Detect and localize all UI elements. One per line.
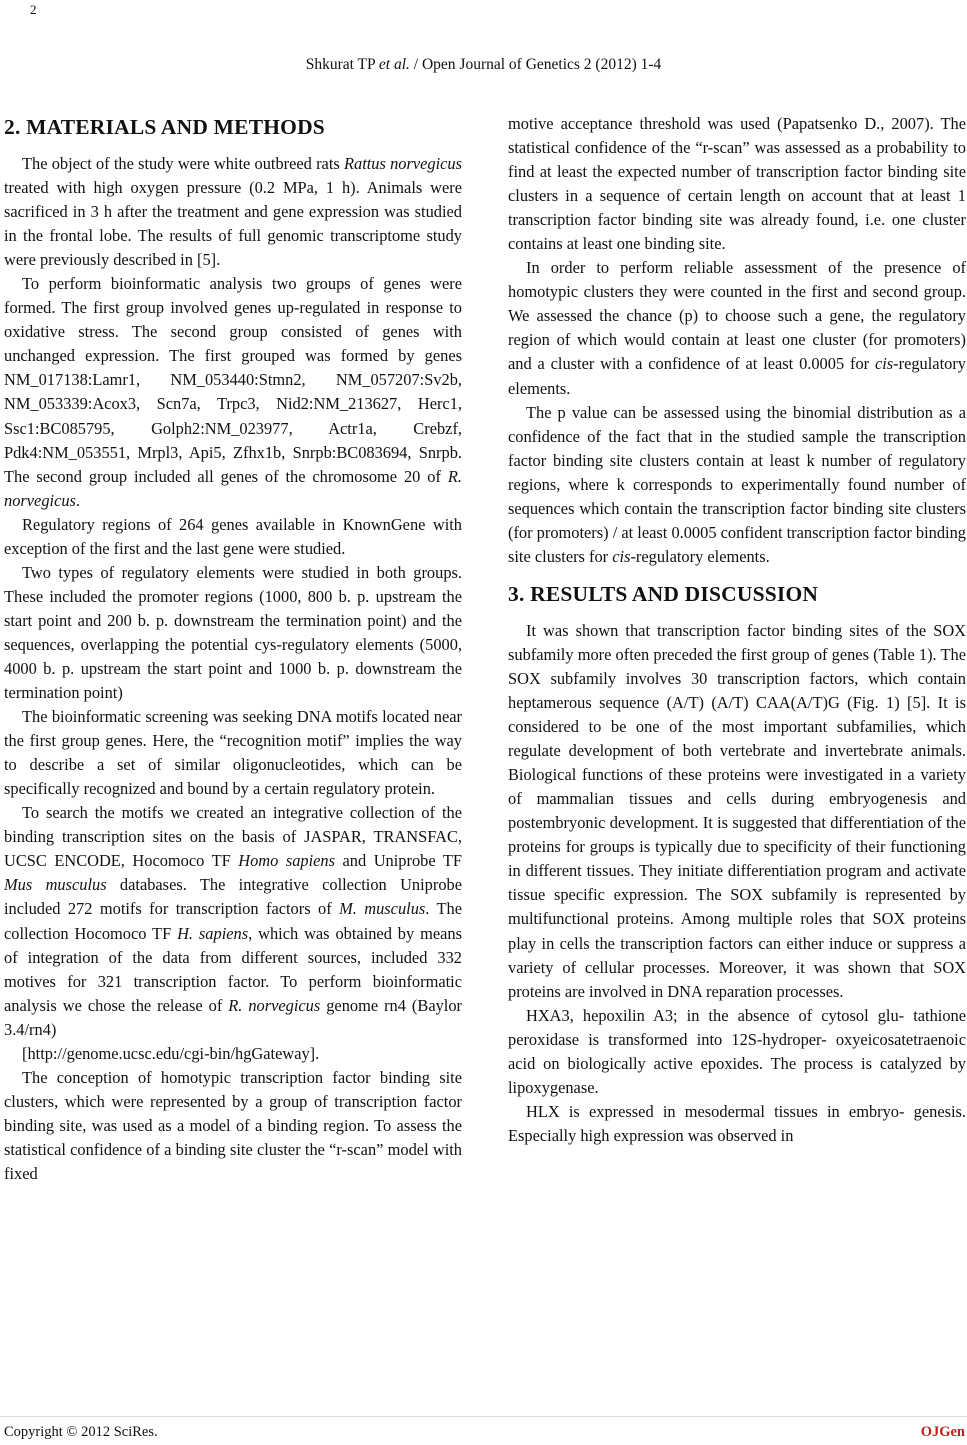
text-run: The object of the study were white outbreed rats bbox=[22, 154, 344, 173]
section-heading-methods: 2. MATERIALS AND METHODS bbox=[4, 115, 325, 139]
text-run: To perform bioinformatic analysis two groups of genes were formed. The first group involved genes up-regulated in response to oxidative stress. The second group consisted of genes with unchanged expression. The first grouped was formed by genes NM_017138:Lamr1, NM_053440:Stmn2, NM_057207:Sv2b, NM_053339:Acox3, Scn7a, Trpc3, Nid2:NM_213627, Herc1, Ssc1:BC085795, Golph2:NM_023977, Actr1a, Crebzf, Pdk4:NM_053551, Mrpl3, Api5, Zfhx1b, Snrpb:BC083694, Snrpb. The second group included all genes of the chromosome 20 of bbox=[4, 274, 462, 486]
text-run: In order to perform reliable assessment of the presence of homotypic clusters they were counted in the first and second group. We assessed the chance (p) to choose such a gene, the regulatory region of which would contain at least one cluster (for promoters) and a cluster with a confidence of at least 0.0005 for bbox=[508, 258, 966, 374]
species-name: Mus musculus bbox=[4, 875, 107, 895]
species-name: M. musculus bbox=[339, 899, 426, 919]
page-number: 2 bbox=[30, 2, 37, 17]
text-run: and Uniprobe TF bbox=[335, 851, 462, 871]
text-run: . The collection Hocomoco TF bbox=[4, 899, 462, 943]
paragraph: HLX is expressed in mesodermal tissues in embryo- genesis. Especially high expression was observed in bbox=[508, 1101, 966, 1145]
species-name: R. norvegicus bbox=[4, 466, 462, 510]
paragraph bbox=[508, 401, 966, 569]
paragraph: Two types of regulatory elements were studied in both groups. These included the promoter regions (1000, 800 b. p. upstream the start point and 200 b. p. downstream the termination point) and the sequences, overlapping the potential cys-regulatory elements (5000, 4000 b. p. upstream the start point and 1000 b. p. downstream the termination point) bbox=[4, 562, 462, 703]
paragraph bbox=[508, 256, 966, 400]
running-header bbox=[0, 56, 967, 74]
footer-journal: OJGen bbox=[920, 1424, 965, 1440]
text-run: databases. The integrative collection Uniprobe included 272 motifs for transcription factors of bbox=[4, 875, 462, 919]
species-name: R. norvegicus bbox=[228, 995, 321, 1015]
species-name: H. sapiens bbox=[177, 923, 249, 943]
italic-term: cis bbox=[612, 546, 631, 566]
left-column bbox=[4, 112, 462, 1186]
text-run: , which was obtained by means of integration of the data from different sources, included 332 motives for 321 transcription factor. To perform bioinformatic analysis we chose the release of bbox=[4, 923, 462, 1015]
url-paragraph: [http://genome.ucsc.edu/cgi-bin/hgGateway]. bbox=[22, 1043, 320, 1063]
text-run: genome rn4 (Baylor 3.4/rn4) bbox=[4, 995, 462, 1039]
header-authors: Shkurat TP bbox=[305, 56, 376, 73]
species-name: Homo sapiens bbox=[238, 851, 335, 871]
paragraph bbox=[4, 152, 462, 272]
header-et-al: et al. bbox=[378, 56, 410, 73]
section-heading-results: 3. RESULTS AND DISCUSSION bbox=[508, 581, 819, 606]
paragraph bbox=[4, 272, 462, 512]
paragraph: The bioinformatic screening was seeking DNA motifs located near the first group genes. Here, the “recognition motif” implies the way to describe a set of similar oligonucleotides, which can be specifically recognized and bound by a certain regulatory protein. bbox=[4, 707, 462, 799]
paragraph: motive acceptance threshold was used (Papatsenko D., 2007). The statistical confidence of the “r-scan” was assessed as a probability to find at least the expected number of transcription factor binding site clusters in a sequence of certain length on account that at least 1 transcription factor binding site was already found, i.e. one cluster contains at least one binding site. bbox=[508, 114, 966, 254]
paragraph: It was shown that transcription factor binding sites of the SOX subfamily more often preceded the first group of genes (Table 1). The SOX subfamily involves 30 transcription factors, which contain heptamerous sequence (A/T) (A/T) CAA(A/T)G (Fig. 1) [5]. It is considered to be one of the most important subfamilies, which regulate development of both vertebrate and invertebrate animals. Biological functions of these proteins were investigated in a variety of mammalian tissues and cells during embryogenesis and postembryonic development. It is suggested that differentiation of the proteins for groups is typically due to specificity of their functioning in different tissues. They initiate differentiation program and activate tissue specific expression. The SOX subfamily is represented by multifunctional proteins. Among multiple roles that SOX proteins play in cells the transcription factors can either induce or suppress a variety of cellular processes. Moreover, it was shown that SOX proteins are involved in DNA reparation processes. bbox=[508, 620, 966, 1001]
text-run: treated with high oxygen pressure (0.2 MPa, 1 h). Animals were sacrificed in 3 h after the treatment and gene expression was studied in the frontal lobe. The results of full genomic transcriptome study were previously described in [5]. bbox=[4, 178, 462, 270]
text-run: The p value can be assessed using the binomial distribution as a confidence of the fact that in the studied sample the transcription factor binding site clusters contain at least k number of regulatory regions, where k corresponds to experimentally found number of sequences which contain the transcription factor binding site clusters (for promoters) / at least 0.0005 confident transcription factor binding site clusters for bbox=[508, 402, 966, 566]
paragraph: The conception of homotypic transcription factor binding site clusters, which were represented by a group of transcription factor binding site, was used as a model of a binding region. To assess the statistical confidence of a binding site cluster the “r-scan” model with fixed bbox=[4, 1067, 462, 1183]
text-run: -regulatory elements. bbox=[630, 546, 770, 566]
italic-term: cis bbox=[874, 354, 894, 374]
paragraph: Regulatory regions of 264 genes available in KnownGene with exception of the first and the last gene were studied. bbox=[4, 514, 462, 558]
paragraph: HXA3, hepoxilin A3; in the absence of cytosol glu- tathione peroxidase is transformed into 12S-hydroper- oxyeicosatetraenoic acid on biologically active epoxides. The process is catalyzed by lipoxygenase. bbox=[508, 1005, 966, 1097]
footer-divider bbox=[0, 1416, 967, 1417]
footer-copyright: Copyright © 2012 SciRes. bbox=[4, 1424, 158, 1440]
header-journal: / Open Journal of Genetics 2 (2012) 1-4 bbox=[413, 56, 662, 73]
species-name: Rattus norvegicus bbox=[343, 154, 463, 173]
text-run: -regulatory elements. bbox=[508, 354, 966, 398]
text-run: To search the motifs we created an integrative collection of the binding transcription sites on the basis of JASPAR, TRANSFAC, UCSC ENCODE, Hocomoco TF bbox=[4, 803, 462, 871]
right-column bbox=[508, 112, 966, 1148]
paragraph bbox=[4, 801, 462, 1041]
text-run: . bbox=[75, 490, 81, 510]
